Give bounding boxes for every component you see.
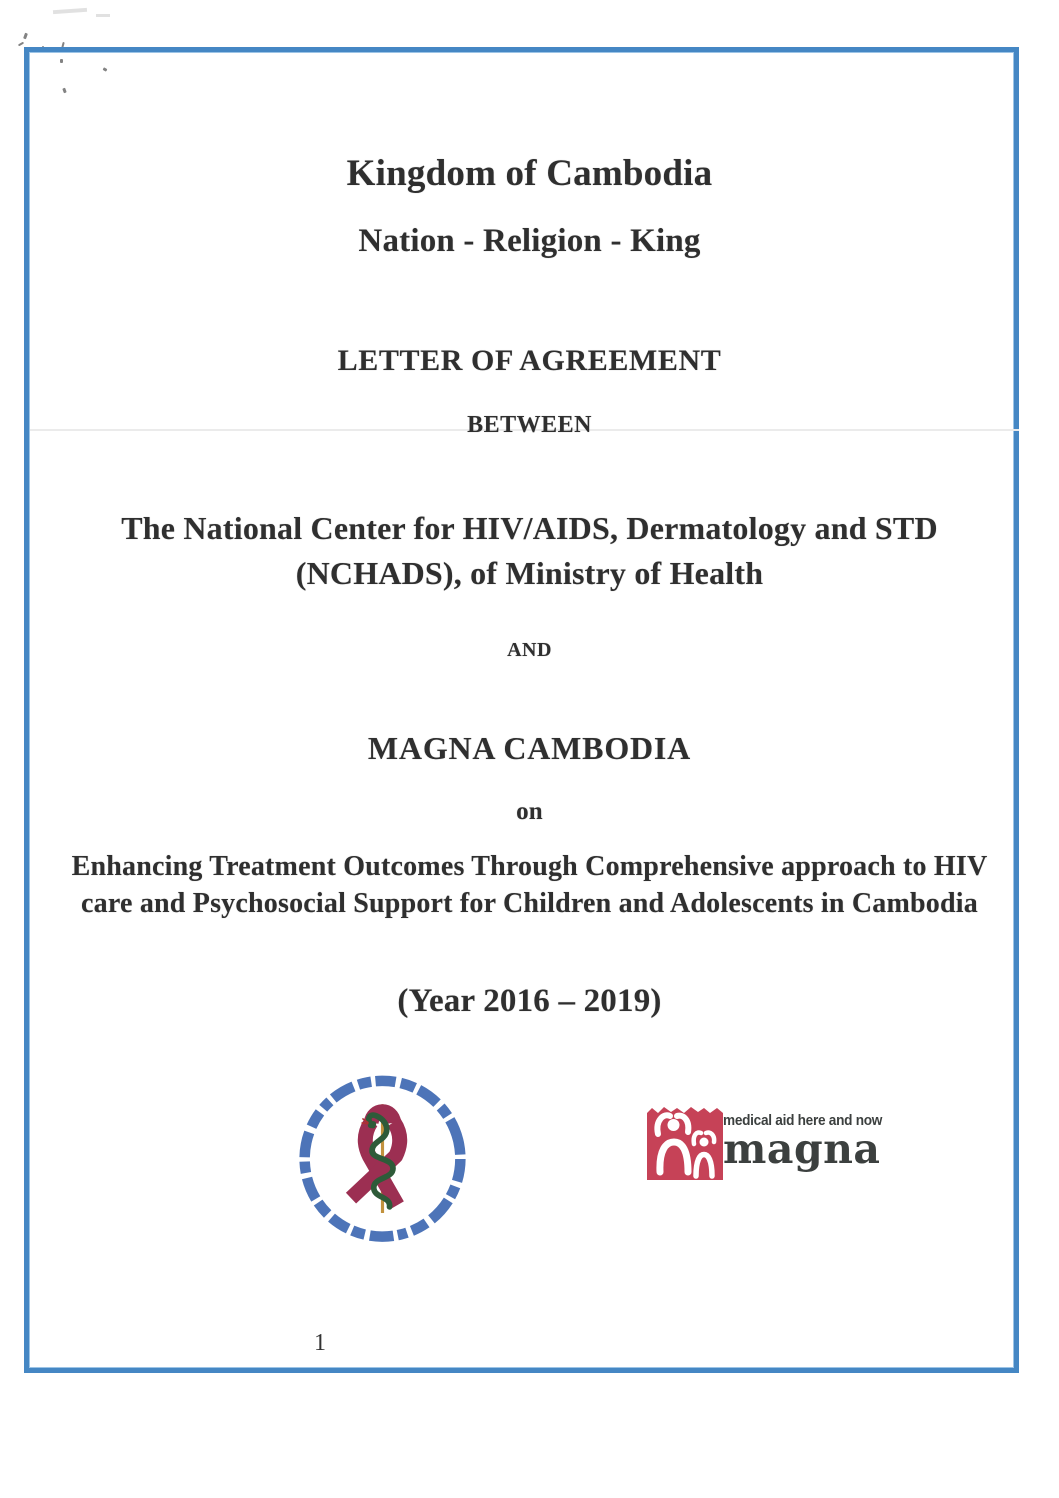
- scan-speck: [23, 33, 28, 40]
- party2-name: MAGNA CAMBODIA: [367, 730, 692, 766]
- year-range: (Year 2016 – 2019): [397, 983, 662, 1019]
- document-title: LETTER OF AGREEMENT: [337, 344, 722, 377]
- magna-tagline: medical aid here and now: [723, 1113, 883, 1129]
- magna-brand-name: magna: [723, 1125, 881, 1173]
- subject-line2: care and Psychosocial Support for Children and Adolescents in Cambodia: [81, 887, 978, 919]
- scan-speck: [18, 42, 24, 47]
- national-motto: Nation - Religion - King: [358, 223, 701, 259]
- magna-logo: [647, 1103, 883, 1195]
- party1-line2: (NCHADS), of Ministry of Health: [295, 555, 764, 592]
- between-label: BETWEEN: [467, 412, 592, 438]
- magna-wordmark: [723, 1113, 883, 1173]
- scan-smudge: [53, 8, 87, 14]
- on-label: on: [516, 798, 543, 825]
- subject-line1: Enhancing Treatment Outcomes Through Comprehensive approach to HIV: [71, 851, 988, 882]
- agreement-subject: [0, 849, 1059, 923]
- magna-logo-icon: [647, 1105, 723, 1180]
- page-number: 1: [314, 1330, 326, 1356]
- kingdom-heading: Kingdom of Cambodia: [346, 153, 713, 194]
- nchads-ministry-seal-icon: [295, 1073, 470, 1248]
- party1-name: [0, 506, 1059, 597]
- scan-smudge: [96, 14, 110, 17]
- and-label: AND: [507, 639, 552, 661]
- party1-line1: The National Center for HIV/AIDS, Dermatology and STD: [121, 510, 938, 546]
